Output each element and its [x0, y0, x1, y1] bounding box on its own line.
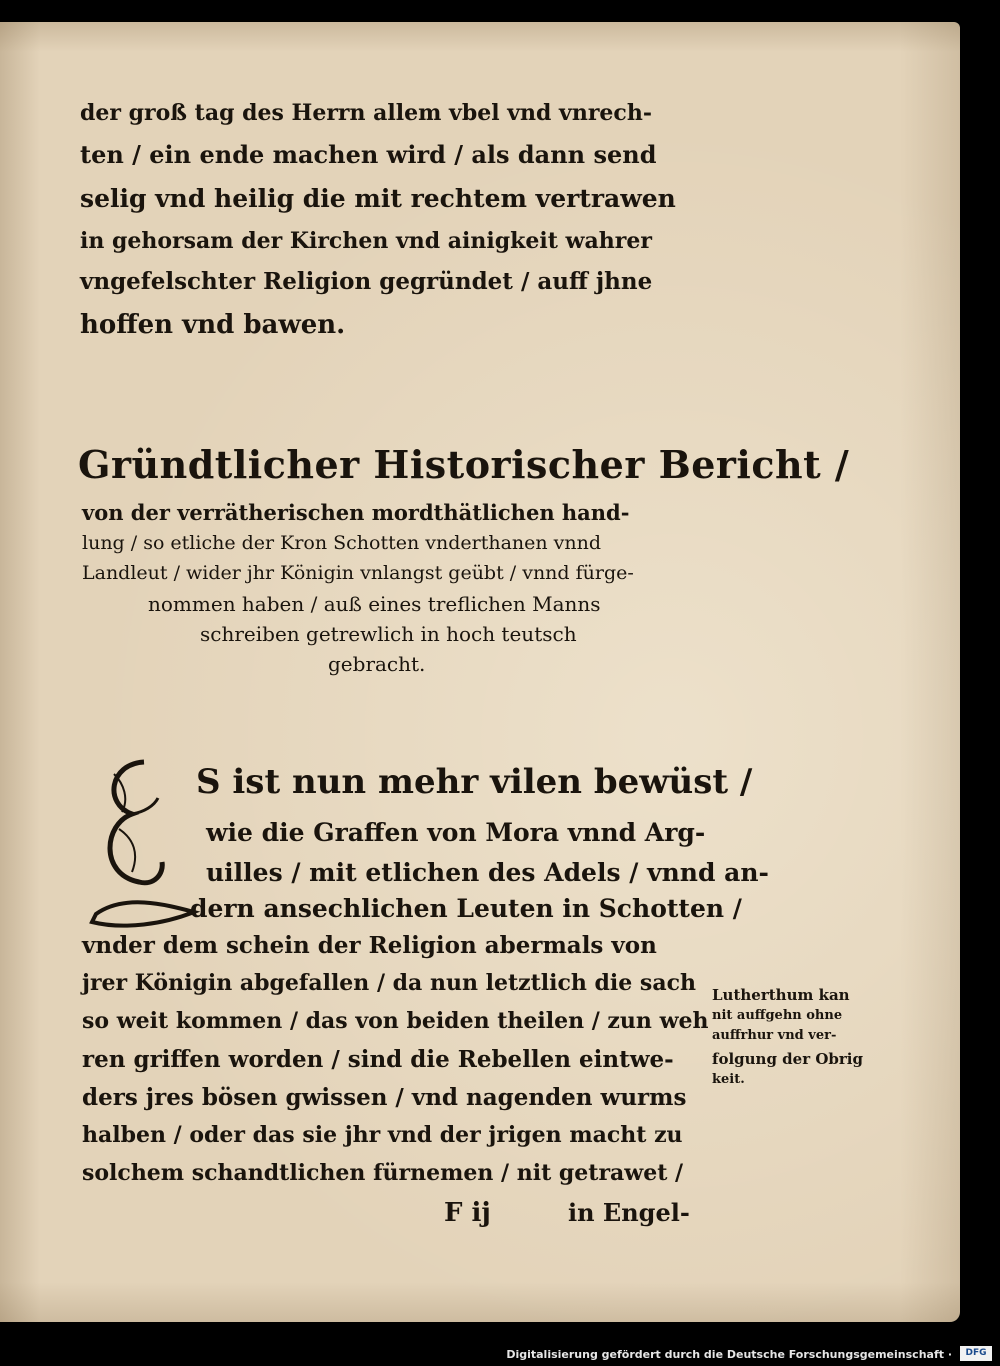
catchword: in Engel‑ [568, 1198, 690, 1227]
text-line: uilles / mit etlichen des Adels / vnnd an‑ [206, 858, 769, 887]
text-line: ders jres bösen gwissen / vnd nagenden wurms [82, 1084, 687, 1111]
text-line: wie die Graffen von Mora vnnd Arg‑ [206, 818, 706, 847]
text-line: S ist nun mehr vilen bewüst / [196, 762, 753, 802]
text-line: der groß tag des Herrn allem vbel vnd vnrech‑ [80, 100, 652, 126]
heading-line: von der verrätherischen mordthätlichen hand‑ [82, 500, 630, 525]
margin-note-line: nit auffgehn ohne [712, 1008, 843, 1023]
text-line: so weit kommen / das von beiden theilen / zun weh [82, 1008, 709, 1034]
heading-line: Landleut / wider jhr Königin vnlangst geübt / vnnd fürge‑ [82, 562, 634, 584]
text-line: vnder dem schein der Religion abermals von [82, 932, 657, 959]
text-line: halben / oder das sie jhr vnd der jrigen macht zu [82, 1122, 683, 1148]
heading-line: gebracht. [328, 652, 426, 676]
text-line: hoffen vnd bawen. [80, 310, 346, 340]
footer-credit: Digitalisierung gefördert durch die Deutsche Forschungsgemeinschaft · [506, 1348, 952, 1361]
text-line: vngefelschter Religion gegründet / auff jhne [80, 268, 653, 295]
heading-line: schreiben getrewlich in hoch teutsch [200, 622, 577, 646]
dfg-logo[interactable]: DFG [960, 1346, 992, 1361]
margin-note-line: folgung der Obrig [712, 1050, 863, 1068]
page-signature: F ij [444, 1198, 491, 1228]
text-line: selig vnd heilig die mit rechtem vertrawen [80, 184, 676, 213]
heading-line: nommen haben / auß eines treflichen Manns [148, 592, 601, 616]
section-title: Gründtlicher Historischer Bericht / [78, 442, 850, 487]
text-line: ren griffen worden / sind die Rebellen eintwe‑ [82, 1046, 674, 1073]
text-line: solchem schandtlichen fürnemen / nit getrawet / [82, 1160, 684, 1186]
heading-line: lung / so etliche der Kron Schotten vnderthanen vnnd [82, 532, 602, 554]
initial-flourish-icon [84, 754, 204, 944]
decorated-initial [84, 754, 204, 944]
text-line: in gehorsam der Kirchen vnd ainigkeit wahrer [80, 228, 652, 254]
margin-note-line: keit. [712, 1072, 745, 1087]
book-page [0, 22, 960, 1322]
margin-note-line: auffrhur vnd ver‑ [712, 1028, 837, 1043]
text-line: ten / ein ende machen wird / als dann send [80, 140, 657, 169]
margin-note-line: Lutherthum kan [712, 986, 850, 1004]
text-line: jrer Königin abgefallen / da nun letztlich die sach [82, 970, 696, 996]
text-line: dern ansechlichen Leuten in Schotten / [190, 894, 742, 923]
